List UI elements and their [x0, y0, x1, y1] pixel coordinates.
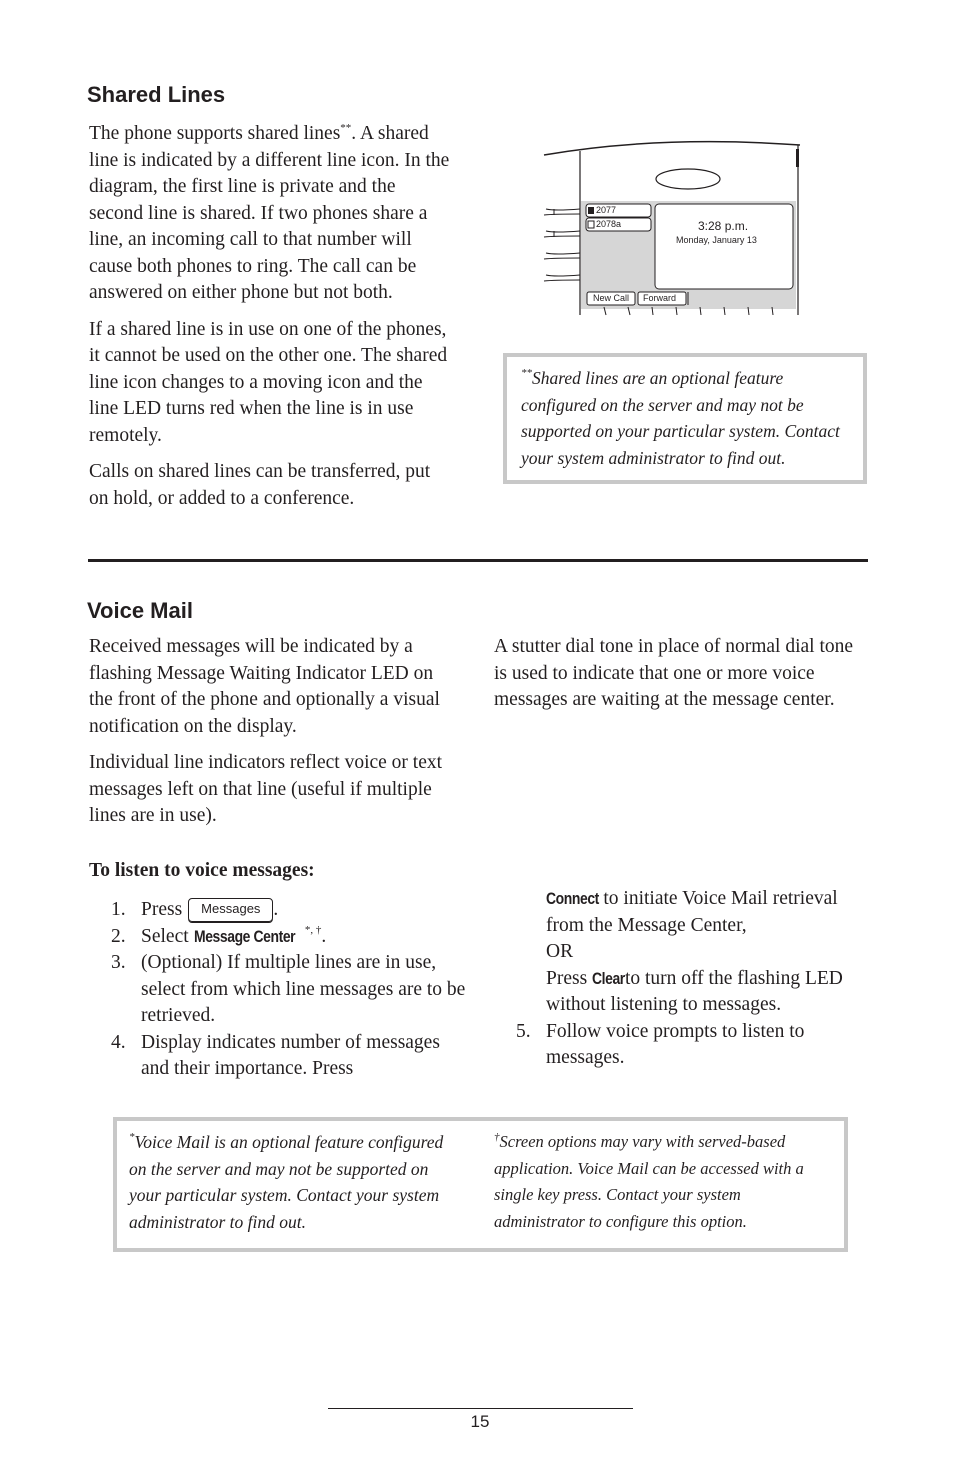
clear-softkey: Clear: [592, 968, 625, 988]
steps-list: [89, 897, 469, 1083]
phone-time: 3:28 p.m.: [698, 219, 749, 233]
step-1-text: Press: [141, 899, 183, 920]
shared-lines-text: [89, 121, 454, 522]
connect-softkey: Connect: [546, 889, 599, 908]
shared-lines-p1-start: The phone supports shared lines: [89, 123, 341, 144]
step-4-clear-text: to turn off the flashing LED without listening to messages.: [546, 967, 843, 1015]
step-4-or: OR: [546, 941, 574, 962]
step-4: [89, 1030, 469, 1083]
step-number: 4.: [111, 1031, 126, 1053]
phone-line-2-label: 2078a: [596, 219, 622, 229]
voice-mail-note-2-text: Screen options may vary with served-based application. Voice Mail can be accessed with a single key press. Contact your system administrator to configure this option.: [494, 1132, 804, 1231]
step-2-text: Select: [141, 925, 189, 947]
step-2: [89, 924, 469, 951]
step-1: [89, 897, 469, 924]
footnote-marker: **: [340, 121, 352, 134]
shared-lines-p1-rest: . A shared line is indicated by a different line icon. In the diagram, the first line is private and the second line is shared. If two phones share a line, an incoming call to that number will cause both phones to ring. The call can be answered on either phone but not both.: [89, 123, 450, 303]
procedure-steps-left: [89, 897, 469, 1083]
footnote-marker: †: [494, 1130, 500, 1143]
step-4-continued-text: to initiate Voice Mail retrieval from the Message Center,: [546, 888, 838, 936]
phone-diagram: [540, 135, 805, 317]
voice-mail-paragraph-3: A stutter dial tone in place of normal dial tone is used to indicate that one or more voice messages are waiting at the message center.: [494, 636, 854, 710]
softkey-forward: Forward: [643, 293, 677, 303]
procedure-title: To listen to voice messages:: [89, 860, 315, 881]
shared-lines-paragraph-1: [89, 121, 454, 307]
softkey-new-call: New Call: [593, 293, 630, 303]
voice-mail-note-1: [129, 1129, 464, 1235]
step-4-press: Press: [546, 967, 588, 989]
section-heading-shared-lines: Shared Lines: [87, 82, 226, 107]
voice-mail-notes: [113, 1117, 848, 1252]
voice-mail-paragraph-2: Individual line indicators reflect voice or text messages left on that line (useful if multiple lines are in use).: [89, 752, 443, 826]
section-divider: [88, 559, 868, 562]
section-heading-voice-mail: Voice Mail: [87, 598, 193, 623]
voice-mail-note-1-text: Voice Mail is an optional feature configured on the server and may not be supported on your particular system. Contact your system administrator to find out.: [129, 1132, 444, 1232]
page-number: 15: [470, 1412, 490, 1431]
messages-key-icon: Messages: [188, 898, 273, 922]
footnote-marker: **: [521, 367, 532, 380]
voice-mail-text-left: [89, 634, 459, 840]
voice-mail-note-2: [494, 1129, 834, 1235]
voice-mail-paragraph-1: Received messages will be indicated by a flashing Message Waiting Indicator LED on the front of the phone and optionally a visual notification on the display.: [89, 636, 440, 737]
phone-diagram-drawing: [540, 135, 805, 317]
step-5: [494, 1019, 864, 1072]
shared-lines-paragraph-3: Calls on shared lines can be transferred, put on hold, or added to a conference.: [89, 461, 431, 509]
footnote-marker: *, †: [304, 924, 322, 936]
step-3-text: (Optional) If multiple lines are in use, select from which line messages are to be retrieved.: [141, 952, 466, 1026]
step-number: 5.: [516, 1020, 531, 1042]
step-number: 3.: [111, 952, 126, 973]
shared-lines-note-text: Shared lines are an optional feature configured on the server and may not be supported on your particular system. Contact your system administrator to find out.: [521, 368, 840, 468]
footnote-marker: *: [129, 1131, 135, 1144]
step-2-end: .: [321, 925, 327, 947]
phone-date: Monday, January 13: [676, 235, 757, 245]
step-1-end: .: [273, 899, 279, 920]
step-5-text: Follow voice prompts to listen to messages.: [546, 1020, 805, 1068]
footer-rule: [328, 1408, 633, 1409]
step-3: [89, 950, 469, 1030]
shared-lines-paragraph-2: If a shared line is in use on one of the phones, it cannot be used on the other one. The shared line icon changes to a moving icon and the line LED turns red when the line is in use remotely.: [89, 318, 448, 446]
step-number: 1.: [111, 899, 126, 920]
shared-lines-note: [503, 353, 867, 484]
procedure-steps-right: [494, 886, 864, 1072]
step-number: 2.: [111, 925, 126, 947]
step-4-text: Display indicates number of messages and their importance. Press: [141, 1031, 440, 1079]
message-center-softkey: Message Center: [193, 926, 295, 946]
step-4-continued: [494, 886, 864, 1019]
voice-mail-text-right: [494, 634, 869, 724]
phone-line-1-label: 2077: [596, 205, 617, 215]
steps-list-continued: [494, 1019, 864, 1072]
